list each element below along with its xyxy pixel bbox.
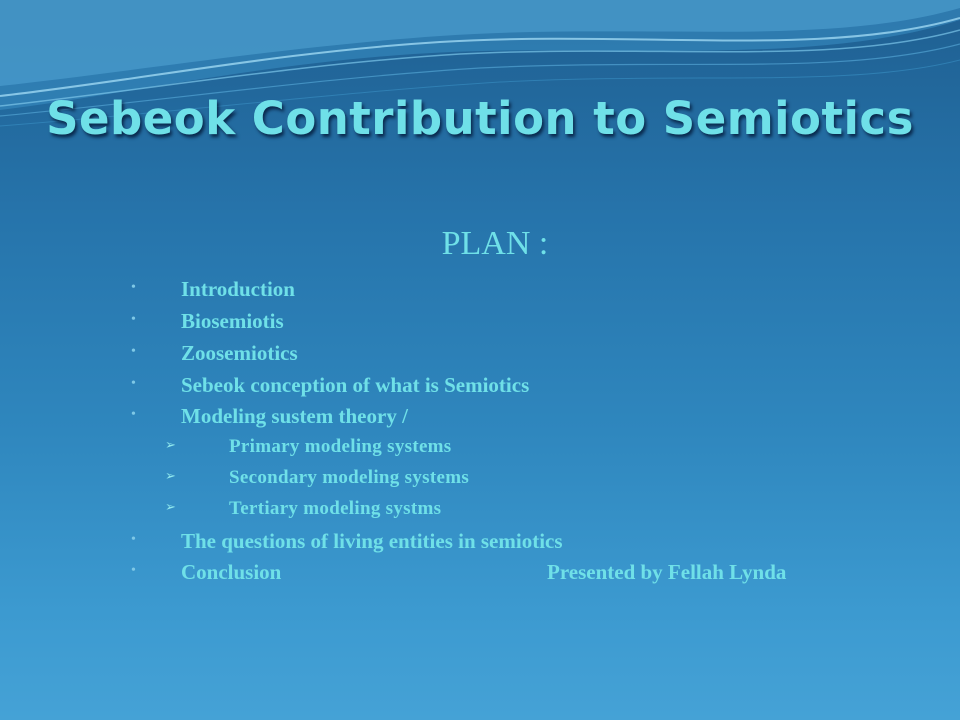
bullet-dot-icon: • bbox=[131, 376, 136, 391]
list-item-label: Zoosemiotics bbox=[181, 341, 298, 365]
sub-item-label: Secondary modeling systems bbox=[229, 467, 470, 488]
list-item-modeling-system-theory bbox=[131, 404, 408, 428]
sub-item-secondary-modeling bbox=[165, 467, 470, 488]
arrow-bullet-icon: ➢ bbox=[165, 438, 177, 453]
list-item-biosemiotis bbox=[131, 309, 284, 333]
list-item-label: Sebeok conception of what is Semiotics bbox=[181, 373, 530, 397]
sub-item-label: Primary modeling systems bbox=[229, 436, 452, 457]
list-item-conclusion bbox=[131, 560, 282, 584]
bullet-dot-icon: • bbox=[131, 563, 136, 578]
list-item-label: Modeling sustem theory / bbox=[181, 404, 408, 428]
sub-item-primary-modeling bbox=[165, 436, 452, 457]
list-item-zoosemiotics bbox=[131, 341, 298, 365]
sub-item-label: Tertiary modeling systms bbox=[229, 498, 442, 519]
list-item-label: Biosemiotis bbox=[181, 309, 284, 333]
list-item-sebeok-conception bbox=[131, 373, 530, 397]
list-item-label: Introduction bbox=[181, 277, 295, 301]
bullet-dot-icon: • bbox=[131, 407, 136, 422]
list-item-label: The questions of living entities in semiotics bbox=[181, 529, 563, 553]
bullet-dot-icon: • bbox=[131, 280, 136, 295]
arrow-bullet-icon: ➢ bbox=[165, 500, 177, 515]
list-item-introduction bbox=[131, 277, 295, 301]
bullet-dot-icon: • bbox=[131, 312, 136, 327]
arrow-bullet-icon: ➢ bbox=[165, 469, 177, 484]
presenter-credit: Presented by Fellah Lynda bbox=[547, 560, 787, 584]
bullet-dot-icon: • bbox=[131, 532, 136, 547]
list-item-living-entities bbox=[131, 529, 563, 553]
plan-heading: PLAN : bbox=[441, 225, 549, 262]
list-item-label: Conclusion bbox=[181, 560, 282, 584]
bullet-dot-icon: • bbox=[131, 344, 136, 359]
slide-title: Sebeok Contribution to Semiotics bbox=[46, 92, 914, 145]
sub-item-tertiary-modeling bbox=[165, 498, 442, 519]
